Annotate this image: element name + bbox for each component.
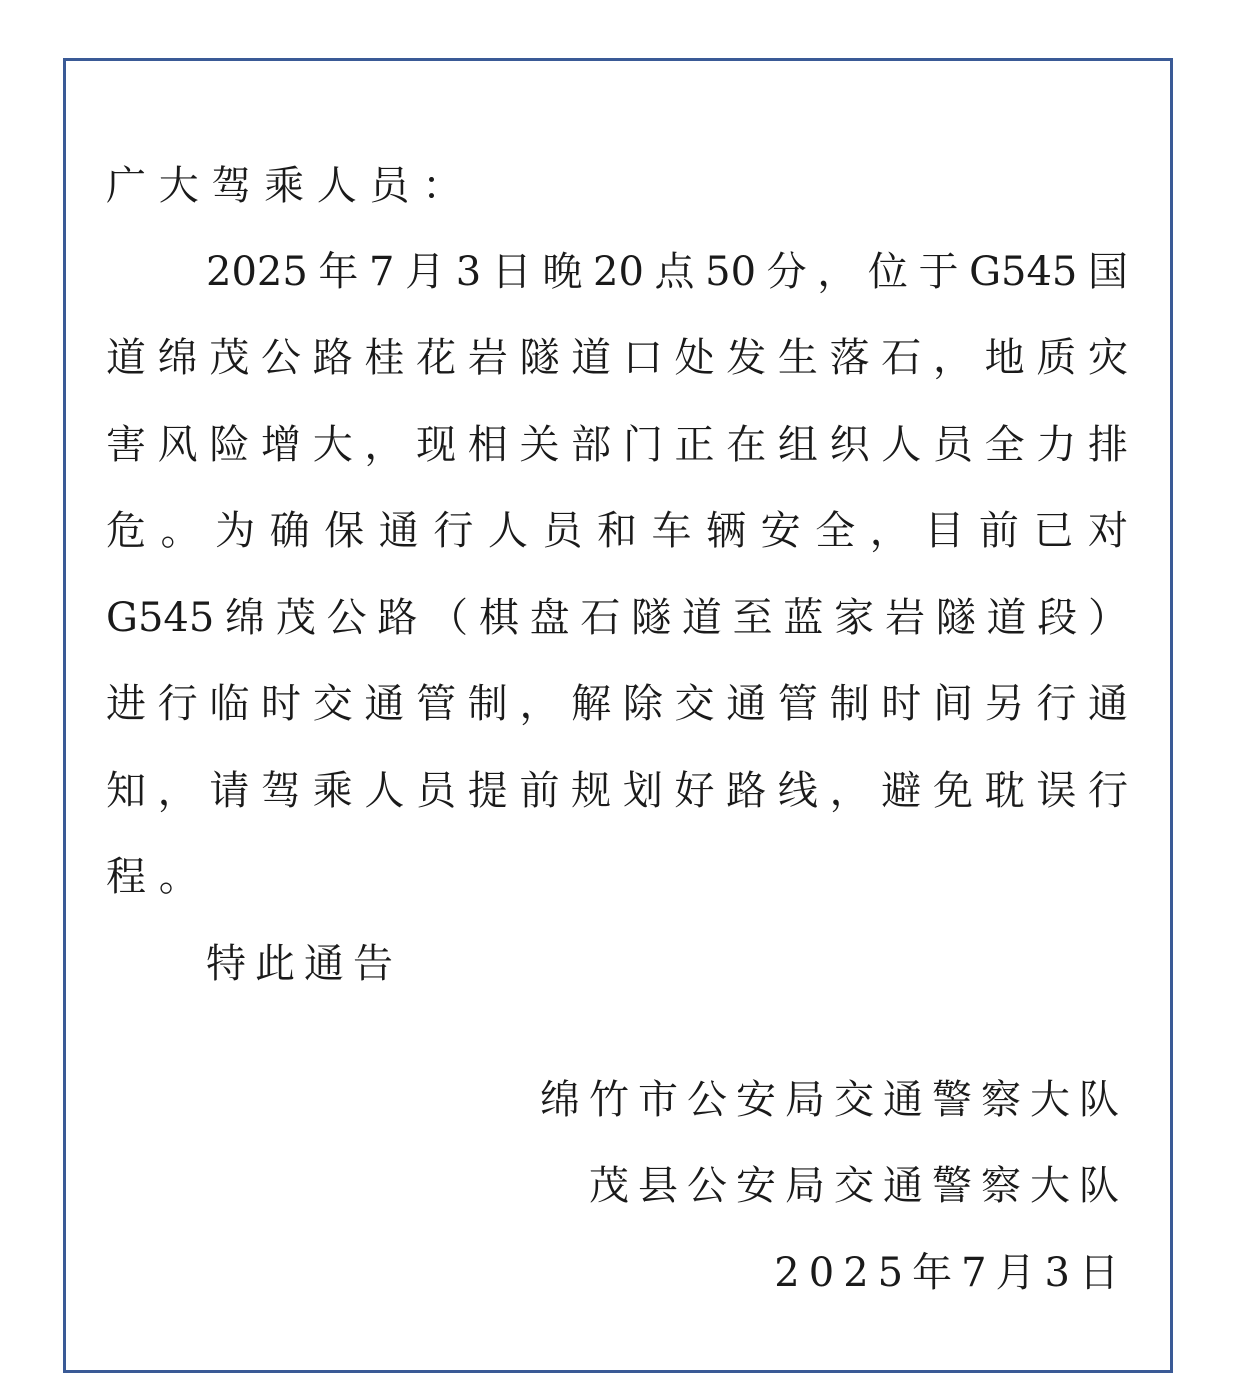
body-line-8: 程。 <box>106 854 212 900</box>
notice-date: 2025年7月3日 <box>774 1250 1128 1296</box>
salutation: 广大驾乘人员： <box>106 163 475 209</box>
signatory-maoxian: 茂县公安局交通警察大队 <box>589 1163 1128 1209</box>
closing-text: 特此通告 <box>206 941 402 987</box>
body-line-6: 进行临时交通管制，解除交通管制时间另行通 <box>106 681 1128 727</box>
body-line-1: 2025年7月3日晚20点50分，位于G545国 <box>206 249 1128 295</box>
body-line-4: 危。为确保通行人员和车辆安全，目前已对 <box>106 508 1128 554</box>
body-line-5: G545绵茂公路（棋盘石隧道至蓝家岩隧道段） <box>106 595 1128 641</box>
body-line-7: 知，请驾乘人员提前规划好路线，避免耽误行 <box>106 768 1128 814</box>
signatory-mianzhu: 绵竹市公安局交通警察大队 <box>540 1077 1128 1123</box>
body-line-3: 害风险增大，现相关部门正在组织人员全力排 <box>106 422 1128 468</box>
body-line-2: 道绵茂公路桂花岩隧道口处发生落石，地质灾 <box>106 335 1128 381</box>
